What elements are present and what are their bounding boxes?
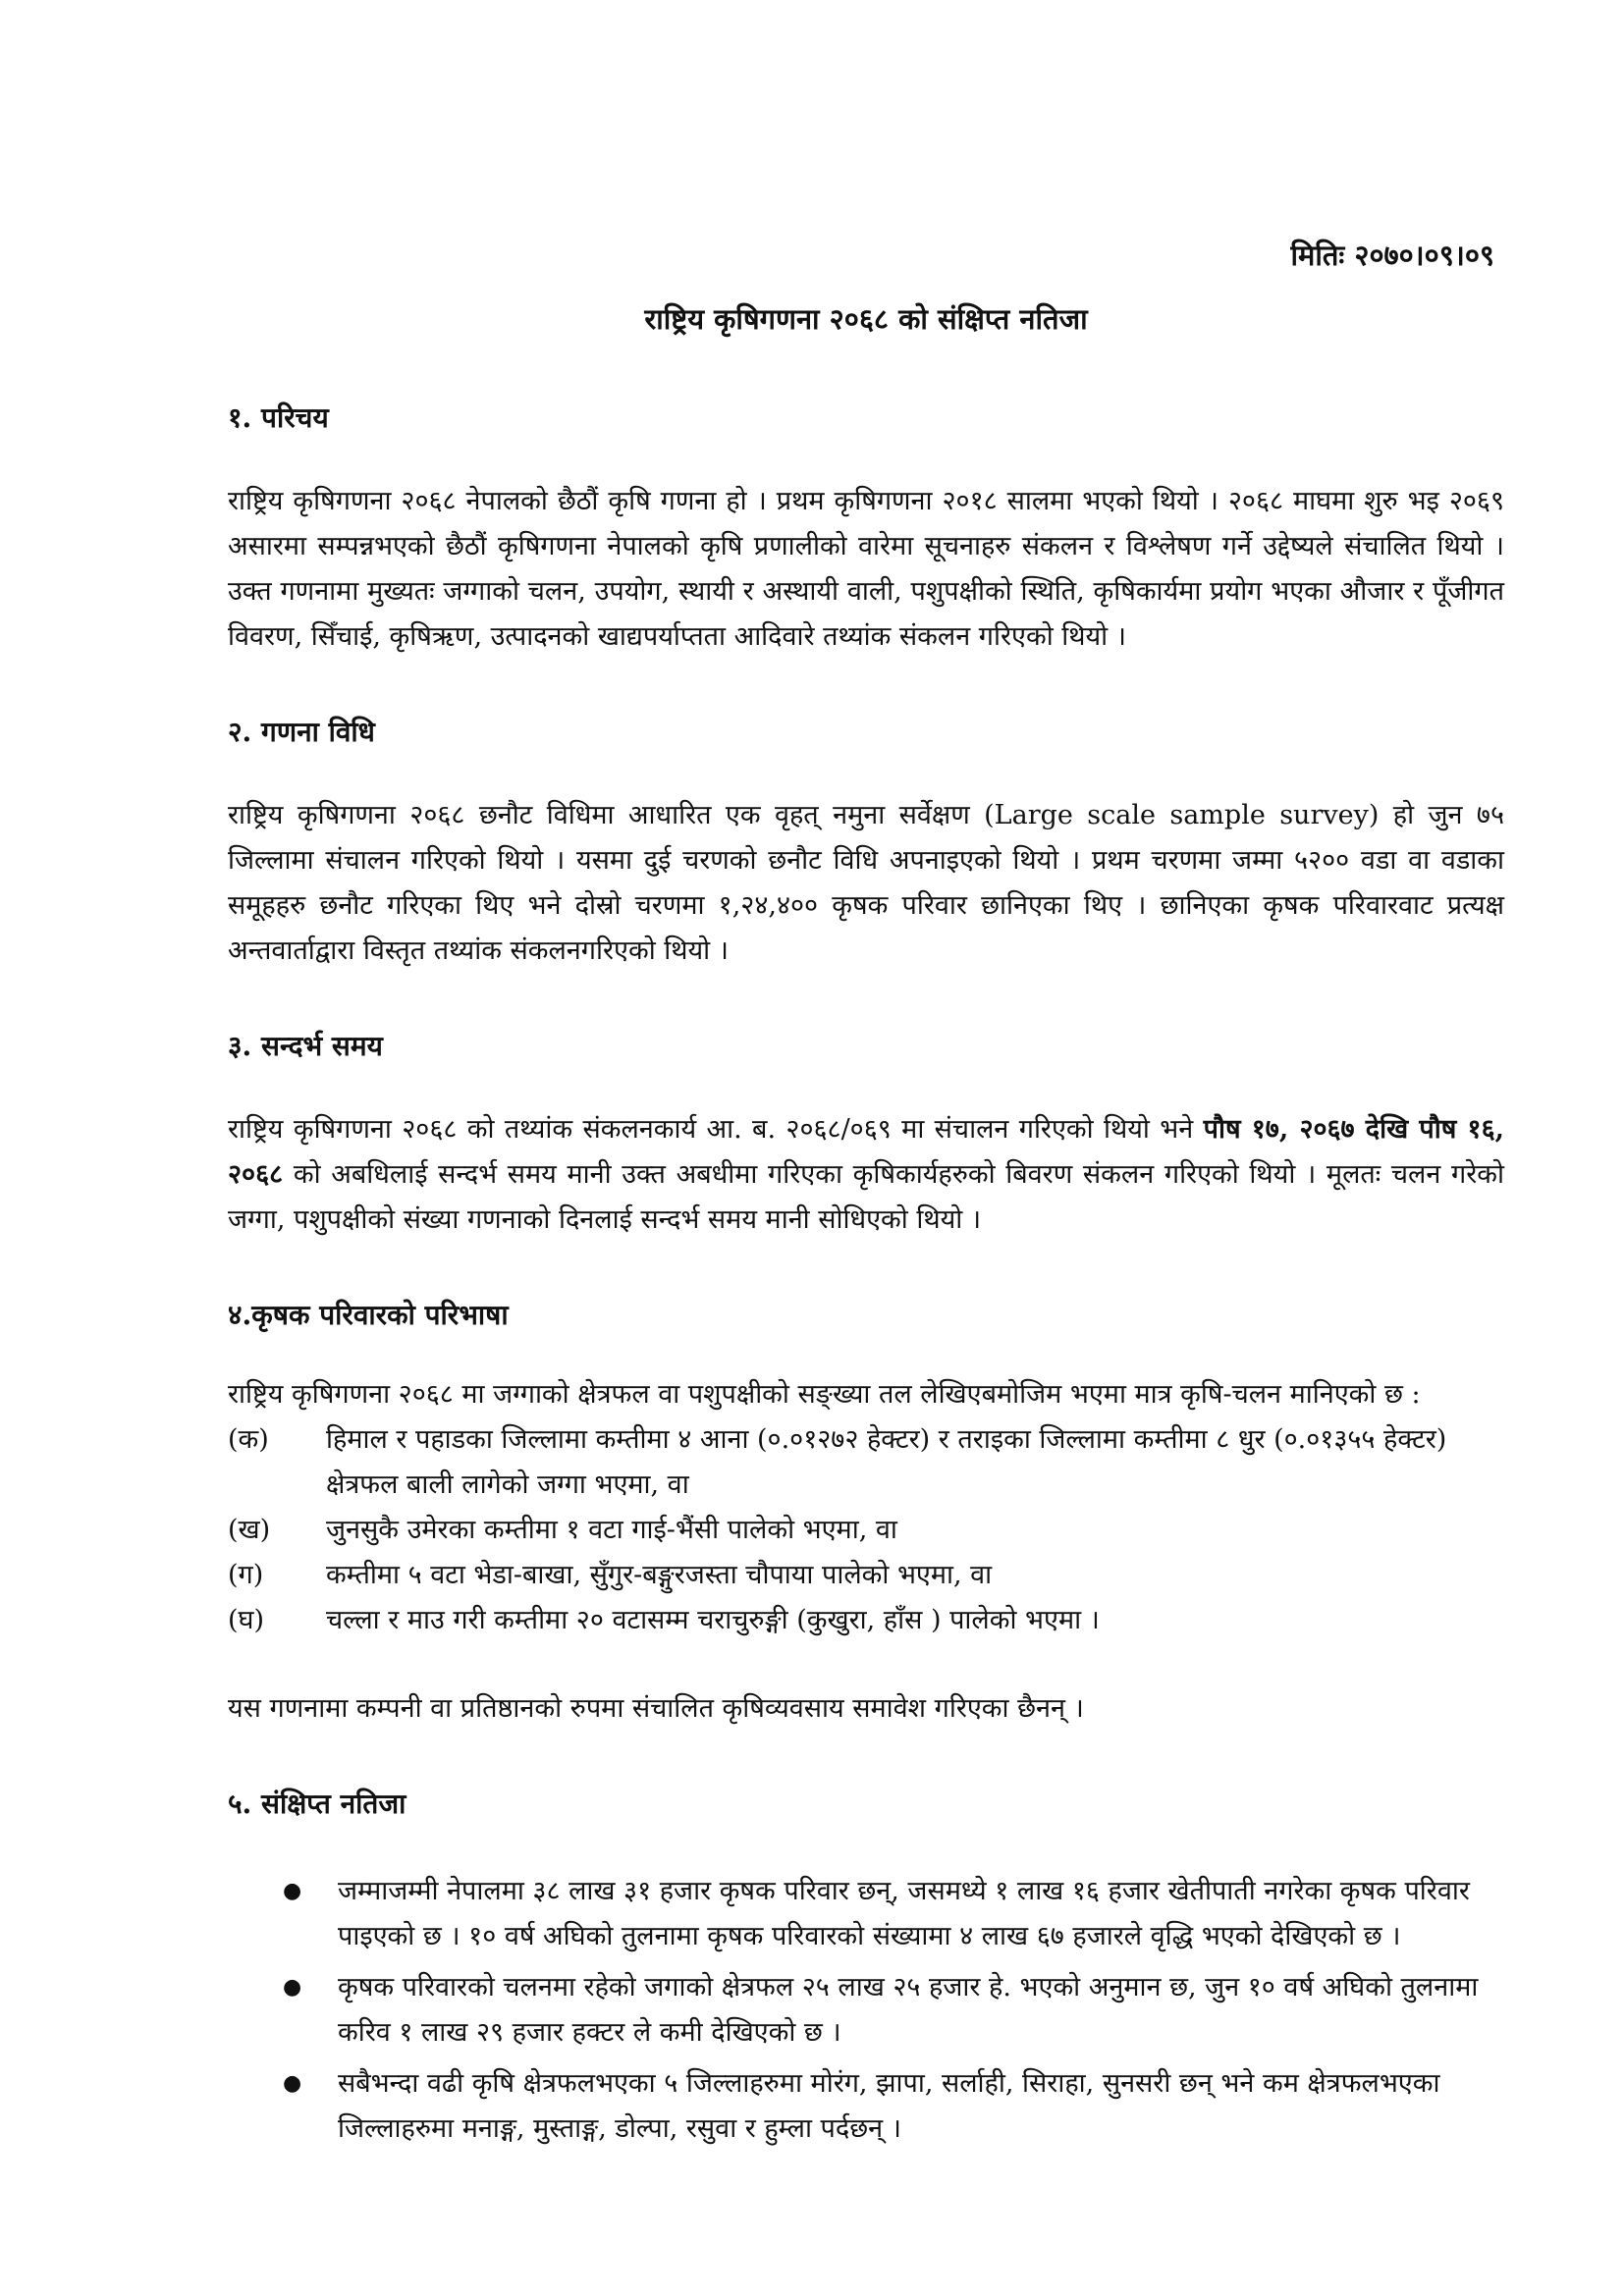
definition-item bbox=[228, 1598, 1504, 1643]
reference-period-bold: पौष १७, २०६७ देखि पौष १६, २०६८ bbox=[228, 1114, 1505, 1190]
definition-item-label: (ख) bbox=[228, 1515, 271, 1545]
results-bullet-item bbox=[228, 2061, 1504, 2152]
section-heading-definition: ४.कृषक परिवारको परिभाषा bbox=[228, 1299, 509, 1331]
results-bullet-text: सबैभन्दा वढी कृषि क्षेत्रफलभएका ५ जिल्लाहरुमा मोरंग, झापा, सर्लाही, सिराहा, सुनसरी छन् भने कम क्षेत्रफलभएका जिल्लाहरुमा मनाङ्ग, मुस्ताङ्ग, डोल्पा, रसुवा र हुम्ला पर्दछन् । bbox=[338, 2068, 1440, 2144]
bullet-icon: ● bbox=[283, 1879, 302, 1903]
definition-item bbox=[228, 1508, 1504, 1553]
definition-item-text: चल्ला र माउ गरी कम्तीमा २० वटासम्म चराचुरुङ्गी (कुखुरा, हाँस ) पालेको भएमा । bbox=[326, 1605, 1100, 1635]
reference-text-before: राष्ट्रिय कृषिगणना २०६८ को तथ्यांक संकलनकार्य आ. ब. २०६८/०६९ मा संचालन गरिएको थियो भने bbox=[228, 1114, 1204, 1145]
definition-item-label: (घ) bbox=[228, 1605, 265, 1635]
results-bullet-text: कृषक परिवारको चलनमा रहेको जगाको क्षेत्रफल २५ लाख २५ हजार हे. भएको अनुमान छ, जुन १० वर्ष अघिको तुलनामा करिव १ लाख २९ हजार हक्टर ले कमी देखिएको छ । bbox=[338, 1972, 1479, 2048]
definition-item-text: कम्तीमा ५ वटा भेडा-बाखा, सुँगुर-बङ्गुरजस्ता चौपाया पालेको भएमा, वा bbox=[326, 1560, 993, 1590]
section-text-reference bbox=[228, 1107, 1504, 1243]
definition-list bbox=[228, 1417, 1504, 1643]
section-heading-method: २. गणना विधि bbox=[228, 716, 375, 748]
section-heading-results: ५. संक्षिप्त नतिजा bbox=[228, 1788, 406, 1820]
definition-item bbox=[228, 1553, 1504, 1598]
results-bullet-item bbox=[228, 1965, 1504, 2056]
results-bullet-text: जम्माजम्मी नेपालमा ३८ लाख ३१ हजार कृषक परिवार छन्, जसमध्ये १ लाख १६ हजार खेतीपाती नगरेका कृषक परिवार पाइएको छ । १० वर्ष अघिको तुलनामा कृषक परिवारको संख्यामा ४ लाख ६७ हजारले वृद्धि भएको देखिएको छ । bbox=[338, 1876, 1470, 1951]
document-title: राष्ट्रिय कृषिगणना २०६८ को संक्षिप्त नतिजा bbox=[644, 302, 1088, 336]
definition-item-text: जुनसुकै उमेरका कम्तीमा १ वटा गाई-भैंसी पालेको भएमा, वा bbox=[326, 1515, 897, 1545]
reference-text-after: को अबधिलाई सन्दर्भ समय मानी उक्त अबधीमा गरिएका कृषिकार्यहरुको बिवरण संकलन गरिएको थियो । मूलतः चलन गरेको जग्गा, पशुपक्षीको संख्या गणनाको दिनलाई सन्दर्भ समय मानी सोधिएको थियो । bbox=[228, 1159, 1504, 1235]
results-list bbox=[228, 1869, 1504, 2152]
definition-item bbox=[228, 1417, 1504, 1508]
document-page bbox=[228, 236, 1504, 2158]
definition-item-label: (ग) bbox=[228, 1560, 264, 1590]
definition-item-text: हिमाल र पहाडका जिल्लामा कम्तीमा ४ आना (०.०१२७२ हेक्टर) र तराइका जिल्लामा कम्तीमा ८ धुर (०.०१३५५ हेक्टर) क्षेत्रफल बाली लागेको जग्गा भएमा, वा bbox=[326, 1424, 1447, 1500]
section-text-method: राष्ट्रिय कृषिगणना २०६८ छनौट विधिमा आधारित एक वृहत् नमुना सर्वेक्षण (Large scale sample survey) हो जुन ७५ जिल्लामा संचालन गरिएको थियो । यसमा दुई चरणको छनौट विधि अपनाइएको थियो । प्रथम चरणमा जम्मा ५२०० वडा वा वडाका समूहहरु छनौट गरिएका थिए भने दोस्रो चरणमा १,२४,४०० कृषक परिवार छानिएका थिए । छानिएका कृषक परिवारवाट प्रत्यक्ष अन्तवार्ताद्वारा विस्तृत तथ्यांक संकलनगरिएको थियो । bbox=[228, 800, 1504, 966]
definition-intro: राष्ट्रिय कृषिगणना २०६८ मा जग्गाको क्षेत्रफल वा पशुपक्षीको सङ्ख्या तल लेखिएबमोजिम भएमा मात्र कृषि-चलन मानिएको छ : bbox=[228, 1379, 1421, 1410]
definition-item-label: (क) bbox=[228, 1424, 269, 1455]
results-bullet-item bbox=[228, 1869, 1504, 1959]
bullet-icon: ● bbox=[283, 2071, 302, 2096]
bullet-icon: ● bbox=[283, 1975, 302, 2000]
document-date: मितिः २०७०।०९।०९ bbox=[1290, 239, 1494, 272]
section-heading-intro: १. परिचय bbox=[228, 401, 329, 434]
section-text-intro: राष्ट्रिय कृषिगणना २०६८ नेपालको छैठौं कृषि गणना हो । प्रथम कृषिगणना २०१८ सालमा भएको थियो । २०६८ माघमा शुरु भइ २०६९ असारमा सम्पन्नभएको छैठौं कृषिगणना नेपालको कृषि प्रणालीको वारेमा सूचनाहरु संकलन र विश्लेषण गर्ने उद्देष्यले संचालित थियो । उक्त गणनामा मुख्यतः जग्गाको चलन, उपयोग, स्थायी र अस्थायी वाली, पशुपक्षीको स्थिति, कृषिकार्यमा प्रयोग भएका औजार र पूँजीगत विवरण, सिँचाई, कृषिऋण, उत्पादनको खाद्यपर्याप्तता आदिवारे तथ्यांक संकलन गरिएको थियो । bbox=[228, 486, 1504, 652]
definition-note: यस गणनामा कम्पनी वा प्रतिष्ठानको रुपमा संचालित कृषिव्यवसाय समावेश गरिएका छैनन् । bbox=[228, 1693, 1084, 1724]
section-heading-reference: ३. सन्दर्भ समय bbox=[228, 1030, 383, 1062]
